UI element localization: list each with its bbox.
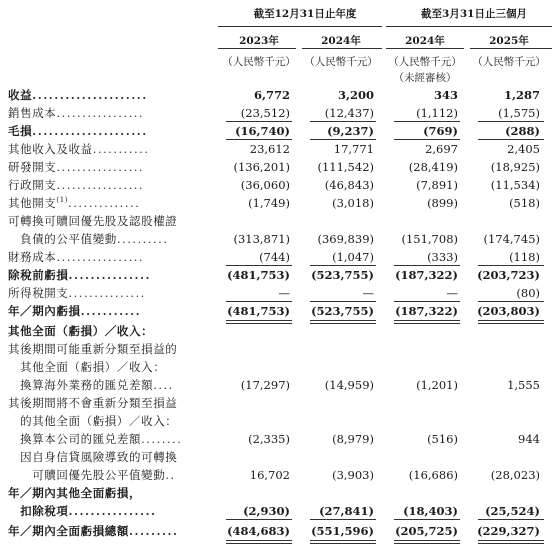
row-label <box>8 522 179 540</box>
table-row <box>0 266 554 284</box>
single-underline <box>310 301 376 302</box>
row-label-text: 研發開支 <box>8 160 57 174</box>
single-underline <box>394 121 460 122</box>
row-label-text: 毛損 <box>8 124 33 138</box>
leader-dots: ................. <box>56 160 145 174</box>
row-value: (14,959) <box>324 378 374 392</box>
row-value: (1,047) <box>332 250 374 264</box>
row-value: 2,405 <box>507 142 540 156</box>
row-value: 2,697 <box>425 142 458 156</box>
row-value: (27,841) <box>319 504 374 518</box>
row-label-text: 除稅前虧損 <box>8 268 69 282</box>
row-value: (16,686) <box>408 468 458 482</box>
table-row <box>0 430 554 448</box>
double-underline <box>226 320 292 324</box>
row-label-text: 年／期內其他全面虧損， <box>8 486 142 500</box>
row-value: (551,596) <box>311 524 374 538</box>
double-underline <box>478 320 544 324</box>
row-label-text: 其後期間將不會重新分類至損益 <box>8 396 178 410</box>
table-row <box>0 502 554 520</box>
row-value: (1,112) <box>416 106 458 120</box>
row-value: 944 <box>518 432 540 446</box>
single-underline <box>478 301 544 302</box>
row-value: (899) <box>427 196 458 210</box>
single-underline <box>478 265 544 266</box>
single-underline <box>478 121 544 122</box>
row-label <box>8 358 165 376</box>
header-unit-3: （人民幣千元） <box>388 56 462 68</box>
row-value: (25,524) <box>485 504 540 518</box>
table-row <box>0 466 554 484</box>
row-value: (205,725) <box>395 524 458 538</box>
double-underline <box>226 540 292 544</box>
row-label <box>8 212 177 230</box>
single-underline <box>310 519 376 520</box>
table-row <box>0 158 554 176</box>
table-row <box>0 248 554 266</box>
row-label-text: 的其他全面（虧損）／收入： <box>8 414 178 428</box>
row-value: (481,753) <box>227 268 290 282</box>
row-value: (3,903) <box>332 468 374 482</box>
row-label-text: 銷售成本 <box>8 106 57 120</box>
row-label-text: 扣除稅項 <box>8 504 69 518</box>
row-label-text: 可轉換可贖回優先股及認股權證 <box>8 214 178 228</box>
leader-dots: ................. <box>56 106 145 120</box>
row-value: (9,237) <box>327 124 374 138</box>
row-label <box>8 502 157 520</box>
header-year-rule-1 <box>218 48 296 49</box>
row-value: (111,542) <box>317 160 374 174</box>
row-value: (481,753) <box>227 304 290 318</box>
table-row <box>0 484 554 502</box>
row-value: (313,871) <box>233 232 290 246</box>
leader-dots: ..................... <box>32 124 148 138</box>
row-label <box>8 194 140 212</box>
row-value: (174,745) <box>483 232 540 246</box>
row-value: 16,702 <box>249 468 290 482</box>
row-label <box>8 122 148 140</box>
row-value: (1,201) <box>416 378 458 392</box>
row-label-text: 年／期內全面虧損總額 <box>8 524 129 538</box>
table-row <box>0 230 554 248</box>
row-label-text: 其他開支 <box>8 196 57 210</box>
row-label-text: 行政開支 <box>8 178 57 192</box>
row-value: (16,740) <box>235 124 290 138</box>
row-value: 6,772 <box>253 88 290 102</box>
leader-dots: .......... <box>116 232 169 246</box>
row-value: 3,200 <box>337 88 374 102</box>
row-value: 17,771 <box>333 142 374 156</box>
row-value: (523,755) <box>311 304 374 318</box>
row-label <box>8 284 146 302</box>
header-unit-1: （人民幣千元） <box>222 56 296 68</box>
row-value: (769) <box>423 124 458 138</box>
row-value: (17,297) <box>240 378 290 392</box>
leader-dots: .. <box>165 468 176 482</box>
row-label-text: 其後期間可能重新分類至損益的 <box>8 342 178 356</box>
row-value: (80) <box>516 286 540 300</box>
single-underline <box>478 519 544 520</box>
row-value: (333) <box>427 250 458 264</box>
table-row <box>0 140 554 158</box>
table-row <box>0 358 554 376</box>
row-value: (1,749) <box>248 196 290 210</box>
header-year-2025-q: 2025年 <box>489 35 529 47</box>
row-label <box>8 86 148 104</box>
row-label <box>8 176 144 194</box>
row-label <box>8 484 141 502</box>
single-underline <box>226 519 292 520</box>
leader-dots: ................. <box>56 178 145 192</box>
leader-dots: .............. <box>68 196 141 210</box>
header-unit-4: （人民幣千元） <box>472 56 546 68</box>
row-label <box>8 140 149 158</box>
single-underline <box>226 265 292 266</box>
table-row <box>0 448 554 466</box>
table-row <box>0 86 554 104</box>
table-row <box>0 104 554 122</box>
row-label <box>8 448 177 466</box>
single-underline <box>310 265 376 266</box>
single-underline <box>226 121 292 122</box>
single-underline <box>394 265 460 266</box>
row-value: (18,403) <box>403 504 458 518</box>
row-label-text: 其他全面（虧損）／收入： <box>8 324 154 338</box>
row-value: (2,335) <box>248 432 290 446</box>
row-value: (2,930) <box>243 504 290 518</box>
header-group-annual-rule <box>218 26 382 27</box>
row-value: 23,612 <box>249 142 290 156</box>
row-value: (118) <box>509 250 540 264</box>
header-group-quarter: 截至3月31日止三個月 <box>421 8 527 20</box>
single-underline <box>226 301 292 302</box>
table-row <box>0 212 554 230</box>
row-value: (516) <box>427 432 458 446</box>
header-group-annual: 截至12月31日止年度 <box>253 8 357 20</box>
row-value: — <box>278 286 290 300</box>
row-value: (744) <box>259 250 290 264</box>
row-label <box>8 104 144 122</box>
row-value: (28,419) <box>408 160 458 174</box>
row-value: (28,023) <box>490 468 540 482</box>
leader-dots: ........... <box>80 304 142 318</box>
table-row <box>0 194 554 212</box>
table-row <box>0 412 554 430</box>
row-label <box>8 302 141 320</box>
row-value: (518) <box>509 196 540 210</box>
table-row <box>0 302 554 320</box>
row-value: (18,925) <box>490 160 540 174</box>
single-underline <box>478 139 544 140</box>
row-value: (203,803) <box>477 304 540 318</box>
row-label-text: 換算海外業務的匯兑差額 <box>8 378 154 392</box>
leader-dots: ......... <box>129 524 179 538</box>
leader-dots: .... <box>153 378 174 392</box>
row-label <box>8 376 174 394</box>
row-value: (8,979) <box>332 432 374 446</box>
row-label <box>8 230 168 248</box>
double-underline <box>394 320 460 324</box>
row-value: — <box>446 286 458 300</box>
row-label-text: 財務成本 <box>8 250 57 264</box>
leader-dots: ............... <box>68 286 146 300</box>
table-row <box>0 284 554 302</box>
row-value: (288) <box>505 124 540 138</box>
double-underline <box>310 320 376 324</box>
table-row <box>0 176 554 194</box>
row-label-text: 年／期內虧損 <box>8 304 81 318</box>
row-label <box>8 466 176 484</box>
table-row <box>0 322 554 340</box>
row-label <box>8 248 144 266</box>
row-label <box>8 158 144 176</box>
row-value: 343 <box>433 88 458 102</box>
leader-dots: ................ <box>68 504 157 518</box>
row-label-text: 其他收入及收益 <box>8 142 93 156</box>
row-label-text: 負債的公平值變動 <box>8 232 117 246</box>
row-value: (1,575) <box>498 106 540 120</box>
header-year-2024-q: 2024年 <box>405 35 445 47</box>
row-label-text: 其他全面（虧損）／收入： <box>8 360 166 374</box>
header-year-rule-3 <box>386 48 464 49</box>
leader-dots: ..................... <box>32 88 148 102</box>
header-unaudited-note: （未經審核） <box>393 72 457 84</box>
single-underline <box>394 139 460 140</box>
row-value: (187,322) <box>395 304 458 318</box>
header-year-rule-2 <box>302 48 382 49</box>
row-value: (11,534) <box>490 178 540 192</box>
leader-dots: ............... <box>68 268 152 282</box>
row-label <box>8 322 153 340</box>
row-label <box>8 266 151 284</box>
row-label-text: 因自身信貸風險導致的可轉換 <box>8 450 178 464</box>
row-value: (484,683) <box>227 524 290 538</box>
table-row <box>0 394 554 412</box>
double-underline <box>310 540 376 544</box>
row-value: (203,723) <box>477 268 540 282</box>
row-value: (12,437) <box>324 106 374 120</box>
table-row <box>0 122 554 140</box>
single-underline <box>226 139 292 140</box>
header-unit-2: （人民幣千元） <box>304 56 378 68</box>
row-label <box>8 340 177 358</box>
row-value: (7,891) <box>416 178 458 192</box>
row-label-text: 收益 <box>8 88 33 102</box>
header-year-2024: 2024年 <box>321 35 361 47</box>
row-value: (46,843) <box>324 178 374 192</box>
row-value: (229,327) <box>477 524 540 538</box>
row-value: (523,755) <box>311 268 374 282</box>
row-value: 1,287 <box>503 88 540 102</box>
double-underline <box>478 540 544 544</box>
single-underline <box>394 301 460 302</box>
table-row <box>0 522 554 540</box>
row-value: (3,018) <box>332 196 374 210</box>
row-value: — <box>362 286 374 300</box>
single-underline <box>310 121 376 122</box>
row-value: (136,201) <box>233 160 290 174</box>
leader-dots: ........ <box>141 432 183 446</box>
header-year-2023: 2023年 <box>239 35 279 47</box>
row-value: (151,708) <box>401 232 458 246</box>
header-group-quarter-rule <box>386 26 552 27</box>
single-underline <box>310 139 376 140</box>
row-value: (36,060) <box>240 178 290 192</box>
row-value: 1,555 <box>507 378 540 392</box>
table-row <box>0 340 554 358</box>
leader-dots: ................. <box>56 250 145 264</box>
row-value: (187,322) <box>395 268 458 282</box>
row-label <box>8 430 182 448</box>
row-label-text: 所得稅開支 <box>8 286 69 300</box>
row-label <box>8 412 177 430</box>
table-row <box>0 376 554 394</box>
row-label-text: 可贖回優先股公平值變動 <box>8 468 166 482</box>
double-underline <box>394 540 460 544</box>
row-label <box>8 394 177 412</box>
row-value: (369,839) <box>317 232 374 246</box>
footnote-marker: (1) <box>56 196 69 205</box>
leader-dots: ........... <box>92 142 150 156</box>
row-label-text: 換算本公司的匯兑差額 <box>8 432 142 446</box>
single-underline <box>394 519 460 520</box>
row-value: (23,512) <box>240 106 290 120</box>
header-year-rule-4 <box>470 48 552 49</box>
